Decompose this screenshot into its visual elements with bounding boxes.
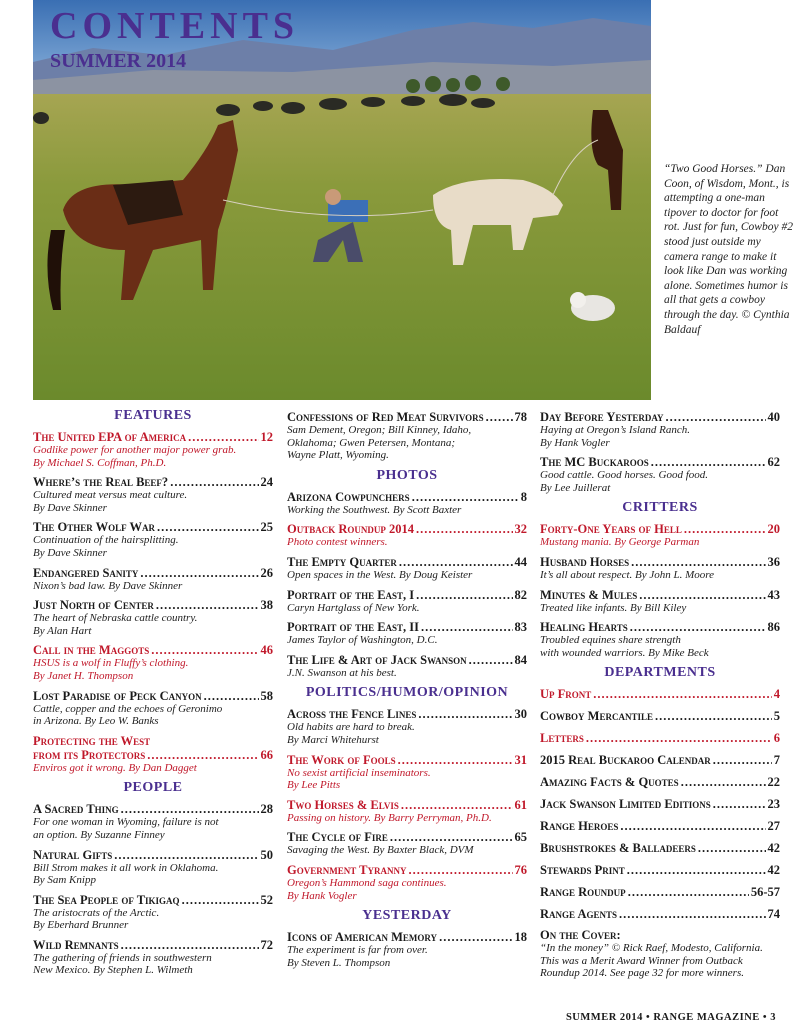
contents-title: CONTENTS bbox=[50, 5, 300, 47]
toc-entry[interactable]: Husband Horses ..... 36 It’s all about respect. By John L. Moore bbox=[540, 555, 780, 582]
toc-entry[interactable]: Portrait of the East, I ..... 82 Caryn Hartglass of New York. bbox=[287, 588, 527, 615]
section-people: PEOPLE bbox=[123, 780, 183, 796]
toc-entry[interactable]: Amazing Facts & Quotes ..... 22 bbox=[540, 775, 780, 789]
season-label: SUMMER 2014 bbox=[50, 50, 187, 72]
toc-entry[interactable]: The Cycle of Fire ..... 65 Savaging the West. By Baxter Black, DVM bbox=[287, 830, 527, 857]
section-politics: POLITICS/HUMOR/OPINION bbox=[305, 685, 509, 701]
toc-entry[interactable]: Across the Fence Lines ..... 30 Old habits are hard to break. By Marci Whitehurst bbox=[287, 707, 527, 746]
toc-entry[interactable]: Natural Gifts ..... 50 Bill Strom makes it all work in Oklahoma. By Sam Knipp bbox=[33, 848, 273, 887]
toc-entry[interactable]: A Sacred Thing ..... 28 For one woman in Wyoming, failure is not an option. By Suzanne Finney bbox=[33, 802, 273, 841]
toc-entry[interactable]: Cowboy Mercantile ..... 5 bbox=[540, 709, 780, 723]
toc-entry[interactable]: Healing Hearts ..... 86 Troubled equines share strength with wounded warriors. By Mike Beck bbox=[540, 620, 780, 659]
toc-entry[interactable]: The Work of Fools ..... 31 No sexist artificial inseminators. By Lee Pitts bbox=[287, 753, 527, 792]
toc-entry[interactable]: Endangered Sanity ..... 26 Nixon’s bad law. By Dave Skinner bbox=[33, 566, 273, 593]
toc-entry[interactable]: Lost Paradise of Peck Canyon ..... 58 Cattle, copper and the echoes of Geronimo in Arizona. By Leo W. Banks bbox=[33, 689, 273, 728]
toc-entry[interactable]: The Other Wolf War ..... 25 Continuation of the hairsplitting. By Dave Skinner bbox=[33, 520, 273, 559]
toc-entry[interactable]: Minutes & Mules ..... 43 Treated like infants. By Bill Kiley bbox=[540, 588, 780, 615]
column-right bbox=[540, 406, 780, 980]
toc-entry[interactable]: Range Roundup ..... 56-57 bbox=[540, 885, 780, 899]
toc-entry[interactable]: Up Front ..... 4 bbox=[540, 687, 780, 701]
toc-entry[interactable]: Portrait of the East, II ..... 83 James Taylor of Washington, D.C. bbox=[287, 620, 527, 647]
toc-entry[interactable]: The Sea People of Tikigaq ..... 52 The aristocrats of the Arctic. By Eberhard Brunner bbox=[33, 893, 273, 932]
section-departments: DEPARTMENTS bbox=[604, 665, 716, 681]
toc-entry[interactable]: Forty-One Years of Hell ..... 20 Mustang mania. By George Parman bbox=[540, 522, 780, 549]
toc-entry[interactable]: Two Horses & Elvis ..... 61 Passing on history. By Barry Perryman, Ph.D. bbox=[287, 798, 527, 825]
photo-caption: “Two Good Horses.” Dan Coon, of Wisdom, Mont., is attempting a one-man tipover to doctor for foot rot. Just for fun, Cowboy #2 stood just outside my camera range to make it look like Dan was working alone. Sometimes humor is all that gets a cowboy through the day. © Cynthia Baldauf bbox=[664, 163, 793, 336]
toc-entry[interactable]: The MC Buckaroos ..... 62 Good cattle. Good horses. Good food. By Lee Juillerat bbox=[540, 455, 780, 494]
toc-entry[interactable]: Confessions of Red Meat Survivors ..... 78 Sam Dement, Oregon; Bill Kinney, Idaho, Oklahoma; Gwen Petersen, Montana; Wayne Platt, Wyoming. bbox=[287, 410, 527, 462]
section-yesterday: YESTERDAY bbox=[362, 908, 452, 924]
section-critters: CRITTERS bbox=[622, 500, 698, 516]
toc-entry[interactable]: Where’s the Real Beef? ..... 24 Cultured meat versus meat culture. By Dave Skinner bbox=[33, 475, 273, 514]
page-footer: SUMMER 2014 • RANGE MAGAZINE • 3 bbox=[565, 1012, 776, 1023]
toc-entry[interactable]: The United EPA of America ..... 12 Godlike power for another major power grab. By Michael S. Coffman, Ph.D. bbox=[33, 430, 273, 469]
toc-entry[interactable]: The Empty Quarter ..... 44 Open spaces in the West. By Doug Keister bbox=[287, 555, 527, 582]
toc-entry[interactable]: Range Heroes ..... 27 bbox=[540, 819, 780, 833]
toc-entry[interactable]: Arizona Cowpunchers ..... 8 Working the Southwest. By Scott Baxter bbox=[287, 490, 527, 517]
column-left bbox=[33, 406, 273, 983]
toc-entry[interactable]: Letters ..... 6 bbox=[540, 731, 780, 745]
toc-entry[interactable]: Protecting the West from its Protectors ..... 66 Enviros got it wrong. By Dan Dagget bbox=[33, 734, 273, 775]
column-middle bbox=[287, 406, 527, 975]
toc-entry[interactable]: Just North of Center ..... 38 The heart of Nebraska cattle country. By Alan Hart bbox=[33, 598, 273, 637]
section-features: FEATURES bbox=[114, 408, 192, 423]
toc-entry[interactable]: Wild Remnants ..... 72 The gathering of friends in southwestern New Mexico. By Stephen L. Wilmeth bbox=[33, 938, 273, 977]
toc-entry[interactable]: Range Agents ..... 74 bbox=[540, 907, 780, 921]
toc-entry[interactable]: Stewards Print ..... 42 bbox=[540, 863, 780, 877]
toc-entry[interactable]: 2015 Real Buckaroo Calendar ..... 7 bbox=[540, 753, 780, 767]
toc-entry[interactable]: Icons of American Memory ..... 18 The experiment is far from over. By Steven L. Thompson bbox=[287, 930, 527, 969]
toc-entry[interactable]: Jack Swanson Limited Editions ..... 23 bbox=[540, 797, 780, 811]
section-photos: PHOTOS bbox=[376, 467, 438, 483]
toc-entry[interactable]: Day Before Yesterday ..... 40 Haying at Oregon’s Island Ranch. By Hank Vogler bbox=[540, 410, 780, 449]
toc-entry[interactable]: Government Tyranny ..... 76 Oregon’s Hammond saga continues. By Hank Vogler bbox=[287, 863, 527, 902]
cover-note: On the Cover: “In the money” © Rick Raef, Modesto, California. This was a Merit Award Winner from Outback Roundup 2014. See page 32 for more winners. bbox=[540, 928, 763, 980]
toc-entry[interactable]: Brushstrokes & Balladeers ..... 42 bbox=[540, 841, 780, 855]
toc-entry[interactable]: The Life & Art of Jack Swanson ..... 84 J.N. Swanson at his best. bbox=[287, 653, 527, 680]
toc-entry[interactable]: Call in the Maggots ..... 46 HSUS is a wolf in Fluffy’s clothing. By Janet H. Thompson bbox=[33, 643, 273, 682]
toc-entry[interactable]: Outback Roundup 2014 ..... 32 Photo contest winners. bbox=[287, 522, 527, 549]
